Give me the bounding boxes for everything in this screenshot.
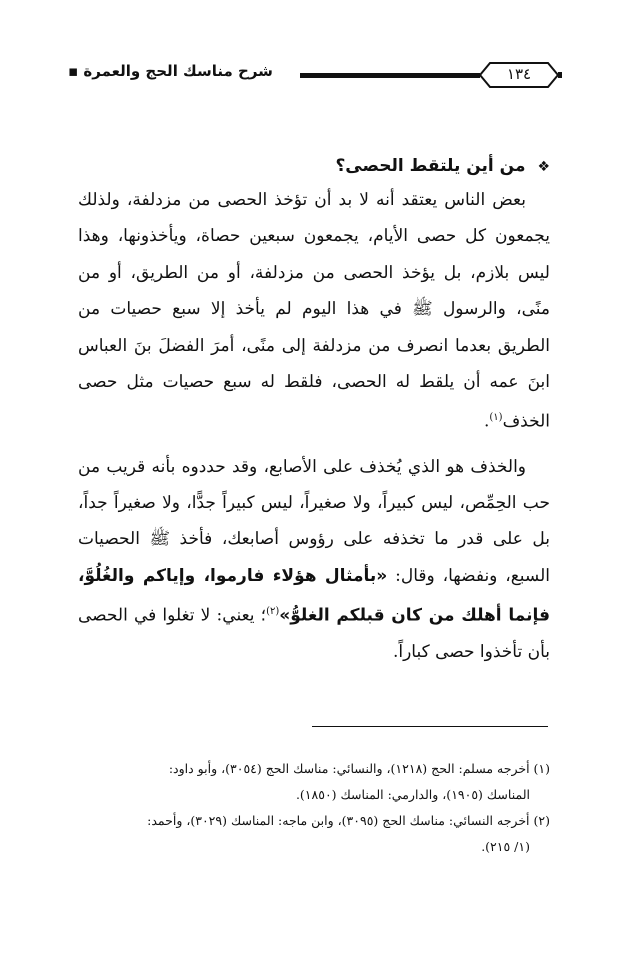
footnote-2-line-1: (٢) أخرجه النسائي: مناسك الحج (٣٠٩٥)، وابن ماجه: المناسك (٣٠٢٩)، وأحمد: [147, 813, 550, 828]
footnote-ref-2[interactable]: (٢) [266, 606, 280, 618]
footnote-ref-1[interactable]: (١) [489, 412, 503, 424]
paragraph-2 [78, 449, 550, 671]
running-title-mark: ▪ [68, 62, 79, 80]
paragraph-2-text-b: ؛ يعني: لا تغلوا في الحصى بأن تأخذوا حصى كباراً. [78, 605, 550, 663]
footnotes [70, 756, 550, 860]
page-number-frame [476, 60, 562, 90]
paragraph-2-text-a: والخذف هو الذي يُخذف على الأصابع، وقد حددوه بأنه قريب من حب الحِمِّص، ليس كبيراً، ولا صغيراً، ليس كبيراً جدًّا، ولا صغيراً جداً، بل على قدر ما تخذفه على رؤوس أصابعك، فأخذ ﷺ الحصيات السبع، ونفضها، وقال: [78, 456, 550, 586]
header-rule [300, 73, 480, 78]
footnote-1-line-2: المناسك (١٩٠٥)، والدارمي: المناسك (١٨٥٠). [295, 787, 530, 802]
diamond-bullet-icon: ❖ [537, 159, 550, 175]
footnote-separator [312, 726, 548, 727]
paragraph-1 [78, 182, 550, 441]
paragraph-1-end: . [483, 412, 490, 433]
page-number: ١٣٤ [506, 65, 532, 83]
footnote-2-line-2: (١/ ٢١٥). [481, 839, 530, 854]
footnote-1 [70, 756, 550, 808]
running-title [68, 62, 298, 80]
footnote-1-line-1: (١) أخرجه مسلم: الحج (١٢١٨)، والنسائي: مناسك الحج (٣٠٥٤)، وأبو داود: [168, 761, 550, 776]
hadith-quote: «بأمثال هؤلاء فارموا، وإياكم والغُلُوَّ، فإنما أهلك من كان قبلكم الغلوُّ» [78, 565, 551, 626]
paragraph-1-text: بعض الناس يعتقد أنه لا بد أن تؤخذ الحصى من مزدلفة، ولذلك يجمعون كل حصى الأيام، يجمعون سبعين حصاة، ويأخذونها، وهذا ليس بلازم، بل يؤخذ الحصى من مزدلفة، أو من الطريق، أو من منًى، والرسول ﷺ في هذا اليوم لم يأخذ إلا سبع حصيات من الطريق بعدما انصرف من مزدلفة إلى منًى، أمرَ الفضلَ بنَ العباس ابنَ عمه أن يلقط له الحصى، فلقط له سبع حصيات مثل حصى الخذف [78, 190, 550, 433]
main-text [78, 148, 550, 671]
section-heading [78, 148, 550, 178]
running-title-text: شرح مناسك الحج والعمرة [83, 62, 273, 80]
footnote-2 [70, 808, 550, 860]
page-header [68, 58, 562, 92]
section-heading-text: من أين يلتقط الحصى؟ [335, 156, 526, 176]
